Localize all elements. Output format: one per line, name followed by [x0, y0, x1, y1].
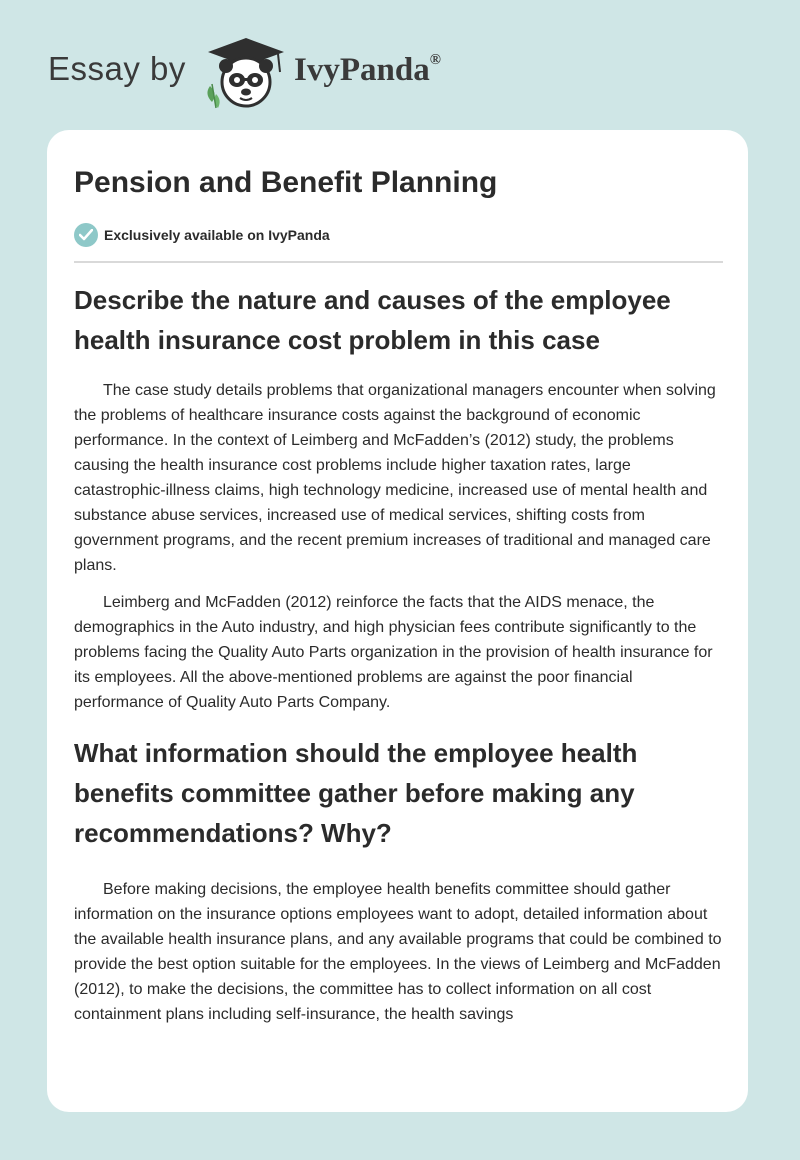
brand-name[interactable] [294, 52, 441, 89]
brand-label: IvyPanda [294, 52, 430, 88]
site-header [0, 0, 800, 130]
check-circle-icon [74, 223, 98, 247]
exclusive-label: Exclusively available on IvyPanda [104, 227, 330, 243]
section-heading: Describe the nature and causes of the employee health insurance cost problem in this case [74, 285, 671, 355]
article-body [74, 280, 723, 1039]
exclusive-badge [74, 222, 330, 248]
paragraph: The case study details problems that organizational managers encounter when solving the problems of healthcare insurance costs against the background of economic performance. In the context of Leimberg and McFadden’s (2012) study, the problems causing the health insurance cost problems include higher taxation rates, large catastrophic-illness claims, high technology medicine, increased use of mental health and substance abuse services, increased use of medical services, shifting costs from government programs, and the recent premium increases of traditional and managed care plans. [74, 382, 716, 574]
page-title: Pension and Benefit Planning [74, 166, 498, 199]
registered-mark: ® [429, 52, 441, 68]
paragraph: Before making decisions, the employee health benefits committee should gather information on the insurance options employees want to adopt, detailed information about the available health insurance plans, and any available programs that could be combined to provide the best option suitable for the employees. In the views of Leimberg and McFadden (2012), to make the decisions, the committee has to collect information on all cost containment plans including self-insurance, the health savings [74, 881, 722, 1023]
essay-card [47, 130, 748, 1112]
essay-by-label: Essay by [48, 50, 186, 87]
divider [74, 261, 723, 263]
paragraph: Leimberg and McFadden (2012) reinforce the facts that the AIDS menace, the demographics in the Auto industry, and high physician fees contribute significantly to the problems facing the Quality Auto Parts organization in the provision of health insurance for its employees. All the above-mentioned problems are against the poor financial performance of Quality Auto Parts Company. [74, 594, 713, 711]
section-heading: What information should the employee health benefits committee gather before making any recommendations? Why? [74, 738, 638, 848]
ivypanda-logo-icon[interactable] [200, 36, 292, 110]
